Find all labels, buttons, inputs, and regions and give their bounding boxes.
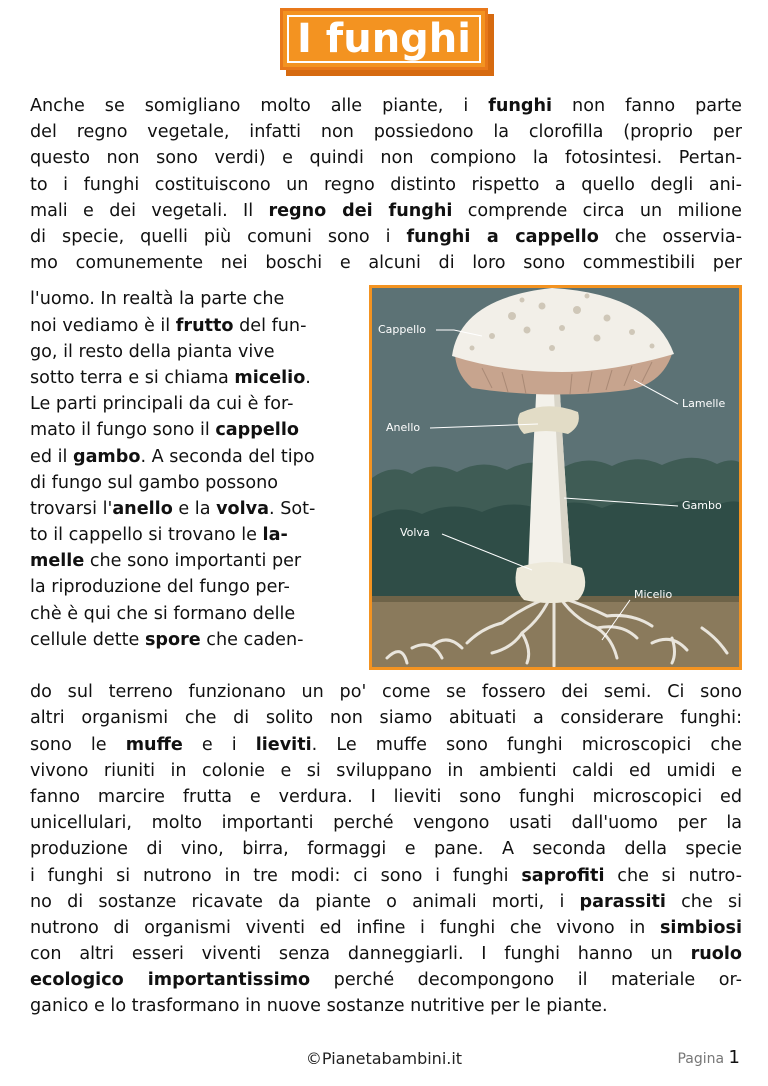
page-indicator <box>677 1047 740 1068</box>
text-line: di fungo sul gambo possono <box>30 472 279 493</box>
paragraph-column <box>30 286 366 653</box>
text-line: nutrono di organismi viventi ed infine i funghi che vivono in simbiosi <box>30 917 742 938</box>
text-line: Le parti principali da cui è for- <box>30 394 294 415</box>
text-line: con altri esseri viventi senza danneggiarli. I funghi hanno un ruolo <box>30 944 742 965</box>
text-line: noi vediamo è il frutto del fun- <box>30 315 307 336</box>
mushroom-illustration <box>372 288 739 667</box>
text-line: Anche se somigliano molto alle piante, i funghi non fanno parte <box>30 96 742 116</box>
text-line: chè è qui che si formano delle <box>30 603 296 624</box>
text-line: produzione di vino, birra, formaggi e pane. A seconda della specie <box>30 839 742 860</box>
label-cappello: Cappello <box>378 323 426 336</box>
page-number: 1 <box>728 1047 740 1068</box>
text-line: to i funghi costituiscono un regno distinto rispetto a quello degli ani- <box>30 174 742 195</box>
label-micelio: Micelio <box>634 588 673 601</box>
page-label: Pagina <box>677 1051 725 1067</box>
text-line: mali e dei vegetali. Il regno dei funghi comprende circa un milione <box>30 200 743 221</box>
text-line: altri organismi che di solito non siamo abituati a considerare funghi: <box>30 708 742 729</box>
text-line: questo non sono verdi) e quindi non compiono la fotosintesi. Pertan- <box>30 148 742 169</box>
text-line: cellule dette spore che caden- <box>30 629 304 650</box>
text-line: mo comunemente nei boschi e alcuni di loro sono commestibili per <box>30 253 742 274</box>
text-line: fanno marcire frutta e verdura. I lieviti sono funghi microscopici ed <box>30 786 742 807</box>
text-line: sono le muffe e i lieviti. Le muffe sono funghi microscopici che <box>30 734 742 755</box>
text-line: l'uomo. In realtà la parte che <box>30 289 285 310</box>
text-line: melle che sono importanti per <box>30 551 302 572</box>
label-lamelle: Lamelle <box>682 397 726 410</box>
title-container <box>0 8 768 70</box>
text-line: trovarsi l'anello e la volva. Sot- <box>30 498 316 519</box>
paragraph-bottom <box>30 679 742 1019</box>
text-line: mato il fungo sono il cappello <box>30 420 299 441</box>
text-line: di specie, quelli più comuni sono i funghi a cappello che osservia- <box>30 226 742 247</box>
text-line: no di sostanze ricavate da piante o animali morti, i parassiti che si <box>30 891 742 912</box>
text-line: to il cappello si trovano le la- <box>30 525 288 546</box>
text-line: vivono riuniti in colonie e si sviluppano in ambienti caldi ed umidi e <box>30 760 742 781</box>
paragraph-top <box>30 93 742 276</box>
text-line: ecologico importantissimo perché decompongono il materiale or- <box>30 970 743 991</box>
text-line: go, il resto della pianta vive <box>30 341 275 362</box>
text-line: ganico e lo trasformano in nuove sostanze nutritive per le piante. <box>30 996 608 1017</box>
mushroom-diagram <box>369 285 742 670</box>
mushroom-volva <box>516 562 586 603</box>
page-title: I funghi <box>280 8 488 70</box>
text-line: do sul terreno funzionano un po' come se fossero dei semi. Ci sono <box>30 682 742 703</box>
text-line: del regno vegetale, infatti non possiedono la clorofilla (proprio per <box>30 122 742 143</box>
text-line: i funghi si nutrono in tre modi: ci sono i funghi saprofiti che si nutro- <box>30 865 742 886</box>
label-anello: Anello <box>386 421 421 434</box>
label-gambo: Gambo <box>682 499 722 512</box>
copyright: ©Pianetabambini.it <box>305 1049 463 1068</box>
text-line: unicellulari, molto importanti perché vengono usati dall'uomo per la <box>30 813 742 834</box>
text-line: sotto terra e si chiama micelio. <box>30 367 311 388</box>
mushroom-ring <box>518 406 579 434</box>
text-line: ed il gambo. A seconda del tipo <box>30 446 315 467</box>
text-line: la riproduzione del fungo per- <box>30 577 290 598</box>
label-volva: Volva <box>400 526 430 539</box>
